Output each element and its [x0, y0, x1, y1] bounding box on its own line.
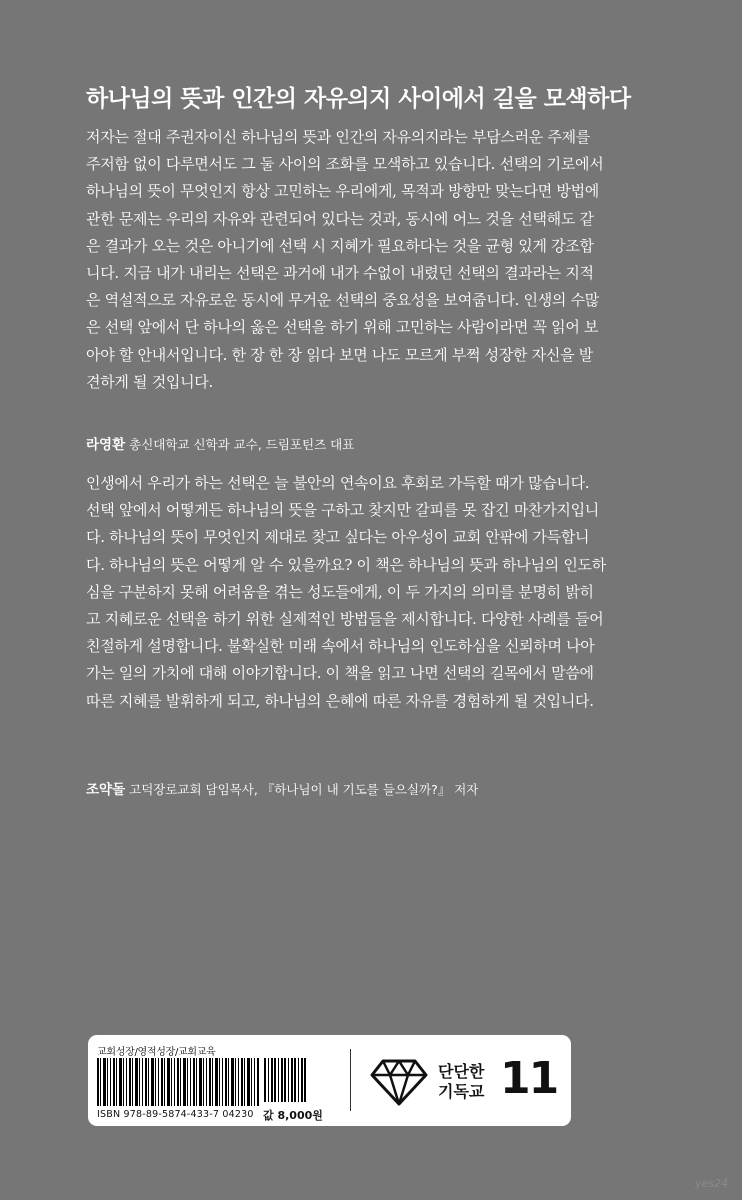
- text-line: 저자는 절대 주권자이신 하나님의 뜻과 인간의 자유의지라는 부담스러운 주제를: [86, 128, 591, 146]
- endorsement-2-text: [86, 470, 666, 715]
- text-line: 은 결과가 오는 것은 아니기에 선택 시 지혜가 필요하다는 것을 균형 있게 강조합: [86, 236, 594, 255]
- barcode-panel: [88, 1035, 571, 1126]
- series-name-line2: 기독교: [438, 1082, 485, 1101]
- category-label: 교회성장/영적성장/교회교육: [97, 1047, 216, 1058]
- endorsement-1-text: [86, 124, 666, 396]
- text-line: 주저함 없이 다루면서도 그 둘 사이의 조화를 모색하고 있습니다. 선택의 기로에서: [86, 155, 604, 174]
- series-name-line1: 단단한: [438, 1062, 485, 1081]
- endorser-role: 총신대학교 신학과 교수, 드림포틴즈 대표: [129, 437, 355, 452]
- text-line: 다. 하나님의 뜻은 어떻게 알 수 있을까요? 이 책은 하나님의 뜻과 하나님의 인도하: [86, 555, 606, 574]
- endorser-role: 고덕장로교회 담임목사, 『하나님이 내 기도를 들으실까?』 저자: [129, 782, 479, 797]
- price-label: 값 8,000원: [263, 1109, 323, 1122]
- endorsement-2-attribution: [86, 778, 686, 798]
- text-line: 관한 문제는 우리의 자유와 관련되어 있다는 것과, 동시에 어느 것을 선택해도 같: [86, 209, 594, 228]
- text-line: 따른 지혜를 발휘하게 되고, 하나님의 은혜에 따른 자유를 경험하게 될 것입니다.: [86, 691, 594, 710]
- endorser-name: 조약돌: [86, 782, 126, 798]
- text-line: 친절하게 설명합니다. 불확실한 미래 속에서 하나님의 인도하심을 신뢰하며 나아: [86, 637, 595, 656]
- headline: 하나님의 뜻과 인간의 자유의지 사이에서 길을 모색하다: [86, 86, 631, 112]
- text-line: 은 역설적으로 자유로운 동시에 무거운 선택의 중요성을 보여줍니다. 인생의 수많: [86, 291, 599, 310]
- text-line: 견하게 될 것입니다.: [86, 372, 213, 391]
- text-line: 가는 일의 가치에 대해 이야기합니다. 이 책을 읽고 나면 선택의 길목에서 말씀에: [86, 664, 594, 683]
- text-line: 니다. 지금 내가 내리는 선택은 과거에 내가 수없이 내렸던 선택의 결과라는 지적: [86, 264, 594, 283]
- isbn-text: ISBN 978-89-5874-433-7 04230: [97, 1109, 254, 1120]
- text-line: 선택 앞에서 어떻게든 하나님의 뜻을 구하고 찾지만 갈피를 못 잡긴 마찬가지입니: [86, 501, 599, 520]
- divider: [350, 1049, 351, 1111]
- text-line: 다. 하나님의 뜻이 무엇인지 제대로 찾고 싶다는 아우성이 교회 안팎에 가득합니: [86, 528, 590, 547]
- text-line: 심을 구분하지 못해 어려움을 겪는 성도들에게, 이 두 가지의 의미를 분명히 밝히: [86, 582, 594, 601]
- text-line: 하나님의 뜻이 무엇인지 항상 고민하는 우리에게, 목적과 방향만 맞는다면 방법에: [86, 182, 599, 201]
- series-name: [438, 1062, 488, 1102]
- text-line: 아야 할 안내서입니다. 한 장 한 장 읽다 보면 나도 모르게 부쩍 성장한 자신을 발: [86, 345, 593, 364]
- text-line: 인생에서 우리가 하는 선택은 늘 불안의 연속이요 후회로 가득할 때가 많습니다.: [86, 474, 590, 492]
- barcode-addon-icon: [264, 1058, 308, 1102]
- text-line: 고 지혜로운 선택을 하기 위한 실제적인 방법들을 제시합니다. 다양한 사례를 들어: [86, 610, 604, 629]
- watermark: yes24: [694, 1177, 728, 1190]
- barcode-icon: [97, 1058, 260, 1106]
- endorsement-1-attribution: [86, 433, 686, 453]
- series-number: 11: [500, 1053, 558, 1104]
- endorser-name: 라영환: [86, 437, 126, 453]
- diamond-icon: [369, 1057, 429, 1107]
- text-line: 은 선택 앞에서 단 하나의 옳은 선택을 하기 위해 고민하는 사람이라면 꼭 읽어 보: [86, 318, 599, 337]
